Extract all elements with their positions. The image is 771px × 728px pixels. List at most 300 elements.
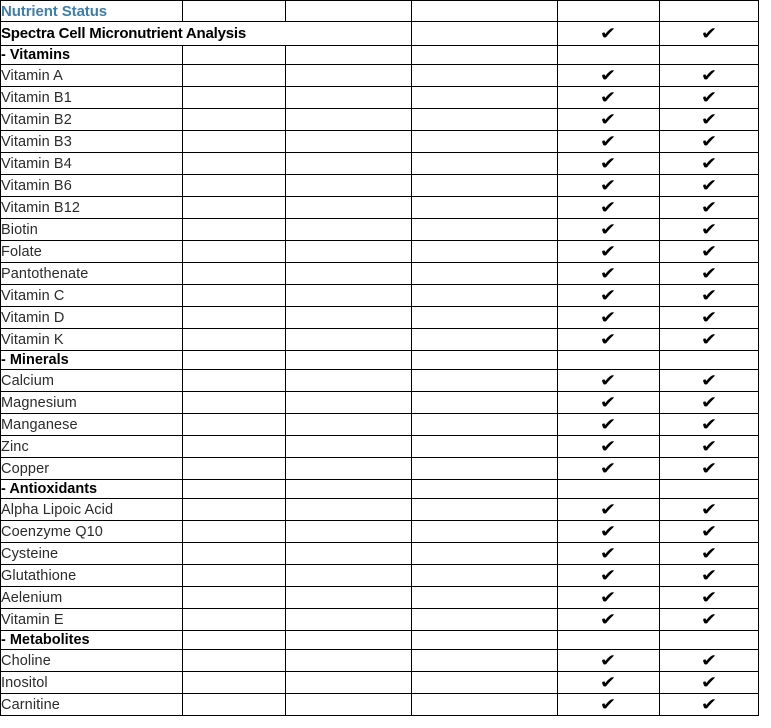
nutrient-name-cell — [1, 370, 183, 392]
checkmark-cell-primary[interactable] — [558, 219, 660, 241]
nutrient-name-cell — [1, 197, 183, 219]
panel-subtitle-cell — [1, 22, 412, 46]
check-icon: ✔ — [700, 371, 718, 391]
nutrient-name-cell — [1, 65, 183, 87]
check-icon: ✔ — [700, 695, 718, 715]
check-icon: ✔ — [700, 132, 718, 152]
nutrient-name-label: Zinc — [1, 438, 29, 455]
blank-cell-col-d — [412, 370, 558, 392]
table-row — [1, 414, 759, 436]
checkmark-cell-secondary[interactable] — [660, 153, 759, 175]
table-row — [1, 109, 759, 131]
check-icon: ✔ — [600, 308, 617, 328]
nutrient-name-cell — [1, 307, 183, 329]
checkmark-cell-secondary[interactable] — [660, 109, 759, 131]
check-icon: ✔ — [700, 24, 718, 44]
nutrient-name-label: Glutathione — [1, 567, 77, 584]
check-icon: ✔ — [600, 371, 617, 391]
table-row — [1, 587, 759, 609]
blank-cell-col-c — [286, 329, 412, 351]
check-icon: ✔ — [600, 544, 617, 564]
checkmark-cell-secondary[interactable] — [660, 436, 759, 458]
blank-cell-col-b — [183, 153, 286, 175]
group-header-label: - Vitamins — [1, 47, 71, 63]
blank-cell-col-b — [183, 458, 286, 480]
nutrient-name-cell — [1, 436, 183, 458]
blank-cell-col-c — [286, 480, 412, 499]
nutrient-name-cell — [1, 87, 183, 109]
sheet-bottom-spacer — [0, 716, 771, 728]
blank-cell-col-b — [183, 565, 286, 587]
table-row — [1, 480, 759, 499]
blank-cell-col-c — [286, 521, 412, 543]
nutrient-name-cell — [1, 499, 183, 521]
nutrient-name-cell — [1, 609, 183, 631]
checkmark-cell-primary[interactable] — [558, 351, 660, 370]
blank-cell-col-b — [183, 499, 286, 521]
blank-cell-col-b — [183, 694, 286, 716]
nutrient-name-label: Calcium — [1, 372, 55, 389]
checkmark-cell-secondary[interactable] — [660, 285, 759, 307]
nutrient-name-cell — [1, 175, 183, 197]
checkmark-cell-primary[interactable] — [558, 694, 660, 716]
blank-cell-col-c — [286, 285, 412, 307]
blank-cell-col-d — [412, 609, 558, 631]
nutrient-name-label: Carnitine — [1, 696, 60, 713]
table-row — [1, 392, 759, 414]
blank-cell-col-d — [412, 480, 558, 499]
blank-cell-col-c — [286, 631, 412, 650]
blank-cell-col-d — [412, 458, 558, 480]
check-icon: ✔ — [600, 610, 617, 630]
nutrient-name-cell — [1, 587, 183, 609]
checkmark-cell-primary[interactable] — [558, 65, 660, 87]
check-icon: ✔ — [600, 88, 617, 108]
checkmark-cell-secondary[interactable] — [660, 672, 759, 694]
checkmark-cell-secondary[interactable] — [660, 46, 759, 65]
nutrient-name-label: Vitamin E — [1, 611, 64, 628]
check-icon: ✔ — [700, 242, 718, 262]
table-row — [1, 521, 759, 543]
check-icon: ✔ — [700, 393, 718, 413]
check-icon: ✔ — [600, 459, 617, 479]
nutrient-name-cell — [1, 521, 183, 543]
nutrient-name-label: Copper — [1, 460, 50, 477]
check-icon: ✔ — [600, 588, 617, 608]
checkmark-cell-secondary[interactable] — [660, 480, 759, 499]
nutrient-name-label: Vitamin B4 — [1, 155, 72, 172]
page-title-cell — [1, 1, 183, 22]
blank-cell-col-b — [183, 392, 286, 414]
checkmark-cell-secondary[interactable] — [660, 587, 759, 609]
group-header-label: - Antioxidants — [1, 481, 98, 497]
check-icon: ✔ — [600, 220, 617, 240]
blank-cell-col-c — [286, 109, 412, 131]
blank-cell-col-d — [412, 414, 558, 436]
checkmark-cell-secondary[interactable] — [660, 609, 759, 631]
nutrient-name-label: Vitamin C — [1, 287, 65, 304]
checkmark-cell-primary[interactable] — [558, 175, 660, 197]
checkmark-cell-primary[interactable] — [558, 87, 660, 109]
blank-cell-col-c — [286, 587, 412, 609]
table-row — [1, 307, 759, 329]
blank-cell-col-c — [286, 87, 412, 109]
check-icon: ✔ — [700, 522, 718, 542]
table-row — [1, 219, 759, 241]
blank-cell-col-b — [183, 307, 286, 329]
blank-cell-col-b — [183, 672, 286, 694]
check-icon: ✔ — [700, 415, 718, 435]
table-row — [1, 175, 759, 197]
blank-cell-col-c — [286, 219, 412, 241]
blank-cell-col-d — [412, 263, 558, 285]
nutrient-name-label: Vitamin B3 — [1, 133, 72, 150]
group-header-cell — [1, 480, 183, 499]
check-icon: ✔ — [700, 110, 718, 130]
blank-cell-col-d — [412, 131, 558, 153]
blank-cell-col-c — [286, 153, 412, 175]
checkmark-cell-secondary[interactable] — [660, 131, 759, 153]
checkmark-cell-primary[interactable] — [558, 609, 660, 631]
checkmark-cell-primary[interactable] — [558, 650, 660, 672]
checkmark-cell-secondary[interactable] — [660, 241, 759, 263]
checkmark-cell-primary[interactable] — [558, 480, 660, 499]
blank-cell-col-d — [412, 392, 558, 414]
nutrient-name-cell — [1, 543, 183, 565]
checkmark-cell-secondary[interactable] — [660, 458, 759, 480]
check-icon: ✔ — [600, 437, 617, 457]
nutrient-name-label: Alpha Lipoic Acid — [1, 501, 114, 518]
checkmark-cell-secondary[interactable] — [660, 370, 759, 392]
checkmark-cell-primary[interactable] — [558, 1, 660, 22]
group-header-label: - Metabolites — [1, 632, 90, 648]
check-icon: ✔ — [700, 66, 718, 86]
checkmark-cell-secondary[interactable] — [660, 1, 759, 22]
check-icon: ✔ — [600, 330, 617, 350]
table-body — [1, 1, 759, 716]
table-row — [1, 197, 759, 219]
check-icon: ✔ — [600, 264, 617, 284]
blank-cell-col-b — [183, 219, 286, 241]
blank-cell-col-b — [183, 109, 286, 131]
blank-cell-col-c — [286, 694, 412, 716]
checkmark-cell-primary[interactable] — [558, 153, 660, 175]
nutrient-name-label: Inositol — [1, 674, 48, 691]
blank-cell-col-d — [412, 109, 558, 131]
checkmark-cell-secondary[interactable] — [660, 307, 759, 329]
checkmark-cell-primary[interactable] — [558, 631, 660, 650]
check-icon: ✔ — [600, 242, 617, 262]
page-title: Nutrient Status — [1, 2, 108, 20]
nutrient-name-label: Magnesium — [1, 394, 77, 411]
check-icon: ✔ — [600, 176, 617, 196]
table-row — [1, 46, 759, 65]
checkmark-cell-primary[interactable] — [558, 392, 660, 414]
blank-cell-col-d — [412, 565, 558, 587]
nutrient-name-cell — [1, 219, 183, 241]
blank-cell-col-b — [183, 1, 286, 22]
checkmark-cell-secondary[interactable] — [660, 87, 759, 109]
check-icon: ✔ — [700, 176, 718, 196]
nutrient-name-label: Pantothenate — [1, 265, 89, 282]
nutrient-name-label: Coenzyme Q10 — [1, 523, 103, 540]
table-row — [1, 694, 759, 716]
blank-cell-col-c — [286, 175, 412, 197]
nutrient-name-cell — [1, 263, 183, 285]
nutrient-name-cell — [1, 672, 183, 694]
checkmark-cell-primary[interactable] — [558, 499, 660, 521]
group-header-cell — [1, 46, 183, 65]
blank-cell-col-c — [286, 436, 412, 458]
table-row — [1, 351, 759, 370]
table-row — [1, 285, 759, 307]
blank-cell-col-d — [412, 631, 558, 650]
checkmark-cell-secondary[interactable] — [660, 565, 759, 587]
table-row — [1, 153, 759, 175]
checkmark-cell-primary[interactable] — [558, 307, 660, 329]
checkmark-cell-secondary[interactable] — [660, 351, 759, 370]
blank-cell-col-c — [286, 672, 412, 694]
checkmark-cell-primary[interactable] — [558, 197, 660, 219]
blank-cell-col-b — [183, 351, 286, 370]
blank-cell-col-b — [183, 650, 286, 672]
nutrient-name-label: Biotin — [1, 221, 38, 238]
check-icon: ✔ — [700, 651, 718, 671]
blank-cell-col-b — [183, 543, 286, 565]
blank-cell-col-b — [183, 370, 286, 392]
check-icon: ✔ — [600, 566, 617, 586]
group-header-cell — [1, 351, 183, 370]
blank-cell-col-b — [183, 480, 286, 499]
checkmark-cell-secondary[interactable] — [660, 499, 759, 521]
table-row — [1, 436, 759, 458]
checkmark-cell-primary[interactable] — [558, 672, 660, 694]
check-icon: ✔ — [700, 588, 718, 608]
checkmark-cell-primary[interactable] — [558, 329, 660, 351]
table-row — [1, 543, 759, 565]
check-icon: ✔ — [700, 500, 718, 520]
blank-cell-col-b — [183, 87, 286, 109]
check-icon: ✔ — [600, 198, 617, 218]
blank-cell-col-d — [412, 329, 558, 351]
blank-cell-col-c — [286, 131, 412, 153]
checkmark-cell-primary[interactable] — [558, 414, 660, 436]
blank-cell-col-b — [183, 631, 286, 650]
check-icon: ✔ — [700, 220, 718, 240]
check-icon: ✔ — [700, 88, 718, 108]
nutrient-name-label: Vitamin B2 — [1, 111, 72, 128]
nutrient-name-cell — [1, 694, 183, 716]
table-row — [1, 263, 759, 285]
check-icon: ✔ — [600, 415, 617, 435]
checkmark-cell-primary[interactable] — [558, 131, 660, 153]
nutrient-name-cell — [1, 131, 183, 153]
checkmark-cell-primary[interactable] — [558, 543, 660, 565]
check-icon: ✔ — [700, 544, 718, 564]
check-icon: ✔ — [600, 66, 617, 86]
table-row — [1, 609, 759, 631]
checkmark-cell-primary[interactable] — [558, 565, 660, 587]
checkmark-cell-primary[interactable] — [558, 458, 660, 480]
blank-cell-col-c — [286, 543, 412, 565]
blank-cell-col-d — [412, 521, 558, 543]
blank-cell-col-b — [183, 329, 286, 351]
blank-cell-col-b — [183, 197, 286, 219]
checkmark-cell-secondary[interactable] — [660, 329, 759, 351]
blank-cell-col-d — [412, 1, 558, 22]
nutrient-name-cell — [1, 392, 183, 414]
blank-cell-col-c — [286, 263, 412, 285]
checkmark-cell-secondary[interactable] — [660, 543, 759, 565]
nutrient-name-label: Cysteine — [1, 545, 59, 562]
blank-cell-col-d — [412, 499, 558, 521]
check-icon: ✔ — [600, 132, 617, 152]
blank-cell-col-d — [412, 153, 558, 175]
blank-cell-col-d — [412, 694, 558, 716]
group-header-label: - Minerals — [1, 352, 69, 368]
checkmark-cell-secondary[interactable] — [660, 175, 759, 197]
nutrient-name-label: Vitamin K — [1, 331, 64, 348]
checkmark-cell-secondary[interactable] — [660, 631, 759, 650]
checkmark-cell-primary[interactable] — [558, 241, 660, 263]
table-row — [1, 131, 759, 153]
nutrient-name-cell — [1, 650, 183, 672]
check-icon: ✔ — [600, 24, 617, 44]
nutrient-name-label: Choline — [1, 652, 51, 669]
blank-cell-col-d — [412, 672, 558, 694]
group-header-cell — [1, 631, 183, 650]
checkmark-cell-secondary[interactable] — [660, 197, 759, 219]
check-icon: ✔ — [700, 286, 718, 306]
check-icon: ✔ — [700, 610, 718, 630]
blank-cell-col-d — [412, 650, 558, 672]
checkmark-cell-secondary[interactable] — [660, 392, 759, 414]
nutrient-name-cell — [1, 241, 183, 263]
checkmark-cell-primary[interactable] — [558, 46, 660, 65]
panel-subtitle: Spectra Cell Micronutrient Analysis — [1, 25, 247, 42]
blank-cell-col-c — [286, 197, 412, 219]
blank-cell-col-c — [286, 46, 412, 65]
table-row — [1, 672, 759, 694]
blank-cell-col-c — [286, 65, 412, 87]
blank-cell-col-c — [286, 609, 412, 631]
blank-cell-col-d — [412, 436, 558, 458]
checkmark-cell-secondary[interactable] — [660, 219, 759, 241]
blank-cell-col-b — [183, 587, 286, 609]
table-row — [1, 458, 759, 480]
checkmark-cell-primary[interactable] — [558, 109, 660, 131]
table-row — [1, 565, 759, 587]
checkmark-cell-primary[interactable] — [558, 370, 660, 392]
check-icon: ✔ — [600, 110, 617, 130]
checkmark-cell-secondary[interactable] — [660, 263, 759, 285]
blank-cell-col-c — [286, 370, 412, 392]
check-icon: ✔ — [700, 437, 718, 457]
checkmark-cell-primary[interactable] — [558, 22, 660, 46]
blank-cell-col-c — [286, 458, 412, 480]
blank-cell-col-d — [412, 175, 558, 197]
nutrient-name-label: Manganese — [1, 416, 78, 433]
nutrient-name-label: Folate — [1, 243, 42, 260]
blank-cell-col-d — [412, 351, 558, 370]
blank-cell-col-c — [286, 1, 412, 22]
table-row — [1, 241, 759, 263]
table-row — [1, 22, 759, 46]
nutrient-name-label: Aelenium — [1, 589, 63, 606]
checkmark-cell-primary[interactable] — [558, 436, 660, 458]
table-row — [1, 650, 759, 672]
blank-cell-col-d — [412, 219, 558, 241]
checkmark-cell-primary[interactable] — [558, 263, 660, 285]
blank-cell-col-d — [412, 197, 558, 219]
nutrient-name-cell — [1, 565, 183, 587]
nutrient-name-cell — [1, 458, 183, 480]
checkmark-cell-primary[interactable] — [558, 285, 660, 307]
blank-cell-col-b — [183, 263, 286, 285]
blank-cell-col-b — [183, 609, 286, 631]
check-icon: ✔ — [600, 673, 617, 693]
check-icon: ✔ — [600, 286, 617, 306]
check-icon: ✔ — [700, 566, 718, 586]
blank-cell-col-d — [412, 307, 558, 329]
checkmark-cell-secondary[interactable] — [660, 65, 759, 87]
blank-cell-col-c — [286, 414, 412, 436]
check-icon: ✔ — [700, 154, 718, 174]
blank-cell-col-c — [286, 392, 412, 414]
nutrient-name-label: Vitamin D — [1, 309, 65, 326]
checkmark-cell-primary[interactable] — [558, 521, 660, 543]
nutrient-name-label: Vitamin B12 — [1, 199, 81, 216]
table-row — [1, 631, 759, 650]
nutrient-name-cell — [1, 285, 183, 307]
nutrient-name-label: Vitamin B6 — [1, 177, 72, 194]
nutrient-name-label: Vitamin B1 — [1, 89, 72, 106]
blank-cell-col-c — [286, 565, 412, 587]
nutrient-name-cell — [1, 414, 183, 436]
table-row — [1, 87, 759, 109]
blank-cell-col-d — [412, 87, 558, 109]
check-icon: ✔ — [600, 695, 617, 715]
blank-cell-col-c — [286, 307, 412, 329]
blank-cell-col-b — [183, 46, 286, 65]
nutrient-name-cell — [1, 153, 183, 175]
table-row — [1, 370, 759, 392]
checkmark-cell-secondary[interactable] — [660, 22, 759, 46]
check-icon: ✔ — [700, 198, 718, 218]
blank-cell-col-c — [286, 499, 412, 521]
blank-cell-col-b — [183, 285, 286, 307]
checkmark-cell-secondary[interactable] — [660, 694, 759, 716]
check-icon: ✔ — [600, 522, 617, 542]
check-icon: ✔ — [700, 673, 718, 693]
blank-cell-col-d — [412, 65, 558, 87]
nutrient-name-cell — [1, 329, 183, 351]
checkmark-cell-secondary[interactable] — [660, 521, 759, 543]
checkmark-cell-secondary[interactable] — [660, 650, 759, 672]
blank-cell-col-d — [412, 543, 558, 565]
checkmark-cell-secondary[interactable] — [660, 414, 759, 436]
blank-cell-col-d — [412, 22, 558, 46]
table-row — [1, 329, 759, 351]
blank-cell-col-d — [412, 46, 558, 65]
blank-cell-col-b — [183, 175, 286, 197]
checkmark-cell-primary[interactable] — [558, 587, 660, 609]
check-icon: ✔ — [700, 330, 718, 350]
blank-cell-col-b — [183, 241, 286, 263]
check-icon: ✔ — [600, 500, 617, 520]
check-icon: ✔ — [700, 308, 718, 328]
blank-cell-col-d — [412, 587, 558, 609]
